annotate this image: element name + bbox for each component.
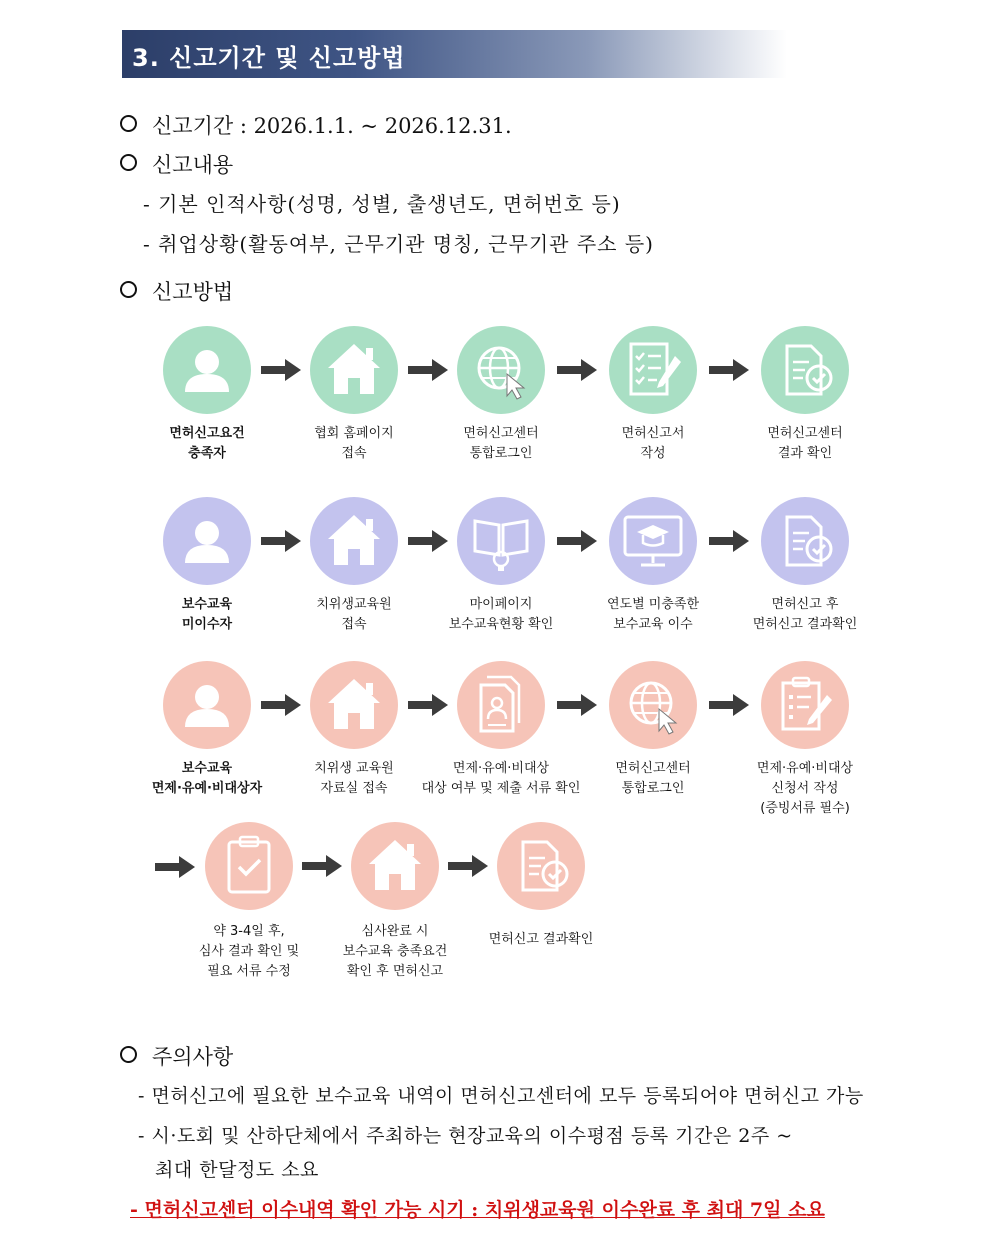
flow-step-circle — [310, 497, 398, 585]
flow-step-circle — [761, 326, 849, 414]
flow-step-label: 면허신고 결과확인 — [488, 932, 594, 947]
section-title: 3. 신고기간 및 신고방법 — [132, 44, 406, 72]
flow-step-circle — [457, 661, 545, 749]
flow-step-circle — [761, 497, 849, 585]
flow-step-circle — [457, 497, 545, 585]
flow-step-label: 마이페이지 보수교육현황 확인 — [448, 597, 554, 632]
method-heading: 신고방법 — [152, 280, 234, 304]
flow-arrow-icon — [709, 529, 749, 553]
flow-arrow-icon — [408, 529, 448, 553]
flow-step-label: 면제·유예·비대상 신청서 작성 (증빙서류 필수) — [756, 761, 854, 816]
flow-step-label: 보수교육 면제·유예·비대상자 — [151, 761, 263, 796]
flow-step-label: 치위생교육원 접속 — [316, 597, 392, 632]
content-heading: 신고내용 — [152, 153, 234, 177]
flow-arrow-icon — [261, 358, 301, 382]
flow-step-circle — [205, 822, 293, 910]
flow-step-label: 심사완료 시 보수교육 충족요건 확인 후 면허신고 — [342, 924, 448, 979]
flow-step-label: 면허신고서 작성 — [621, 426, 685, 461]
flow-step-label: 보수교육 미이수자 — [181, 597, 233, 632]
flow-step-label: 면허신고센터 결과 확인 — [767, 426, 843, 461]
flow-arrow-icon — [408, 358, 448, 382]
flow-step-circle — [497, 822, 585, 910]
flow-step-label: 치위생 교육원 자료실 접속 — [314, 761, 394, 796]
flow-arrow-icon — [261, 693, 301, 717]
flow-step-label: 면허신고센터 통합로그인 — [615, 761, 691, 796]
flow-step-circle — [457, 326, 545, 414]
flow-step-circle — [310, 661, 398, 749]
flow-step-circle — [351, 822, 439, 910]
flow-arrow-icon — [709, 358, 749, 382]
flow-step-circle — [761, 661, 849, 749]
flow-arrow-icon — [155, 855, 195, 879]
notice-item-2: - 시·도회 및 산하단체에서 주최하는 현장교육의 이수평점 등록 기간은 2주 ~ — [138, 1125, 793, 1147]
notice-highlight: - 면허신고센터 이수내역 확인 가능 시기 : 치위생교육원 이수완료 후 최대 7일 소요 — [130, 1199, 825, 1221]
notice-heading-line — [120, 1041, 233, 1071]
notice-item-2-cont: 최대 한달정도 소요 — [155, 1159, 319, 1181]
flow-step-circle — [609, 497, 697, 585]
notice-item-1: - 면허신고에 필요한 보수교육 내역이 면허신고센터에 모두 등록되어야 면허신고 가능 — [138, 1085, 864, 1107]
flow-step-circle — [163, 326, 251, 414]
flow-arrow-icon — [557, 529, 597, 553]
content-item-1: - 기본 인적사항(성명, 성별, 출생년도, 면허번호 등) — [143, 192, 621, 216]
flow-arrow-icon — [408, 693, 448, 717]
flow-step-circle — [310, 326, 398, 414]
flow-step-circle — [163, 661, 251, 749]
period-text: 신고기간 : 2026.1.1. ~ 2026.12.31. — [152, 114, 512, 138]
notice-heading: 주의사항 — [152, 1045, 234, 1069]
flow-step-label: 면허신고센터 통합로그인 — [463, 426, 539, 461]
flow-step-circle — [609, 326, 697, 414]
flow-arrow-icon — [302, 854, 342, 878]
flow-step-label: 약 3-4일 후, 심사 결과 확인 및 필요 서류 수정 — [198, 924, 300, 979]
flow-step-label: 협회 홈페이지 접속 — [314, 426, 394, 461]
flow-step-circle — [163, 497, 251, 585]
flow-step-label: 면제·유예·비대상 대상 여부 및 제출 서류 확인 — [421, 761, 581, 796]
flow-arrow-icon — [557, 693, 597, 717]
flow-arrow-icon — [448, 854, 488, 878]
flow-step-label: 면허신고요건 충족자 — [169, 426, 245, 461]
flow-arrow-icon — [557, 358, 597, 382]
flow-step-circle — [609, 661, 697, 749]
flow-arrow-icon — [709, 693, 749, 717]
flow-arrow-icon — [261, 529, 301, 553]
bullet-circle-icon — [120, 1046, 137, 1063]
flow-step-label: 면허신고 후 면허신고 결과확인 — [752, 597, 858, 632]
flow-step-label: 연도별 미충족한 보수교육 이수 — [606, 597, 700, 632]
content-item-2: - 취업상황(활동여부, 근무기관 명칭, 근무기관 주소 등) — [143, 232, 654, 256]
